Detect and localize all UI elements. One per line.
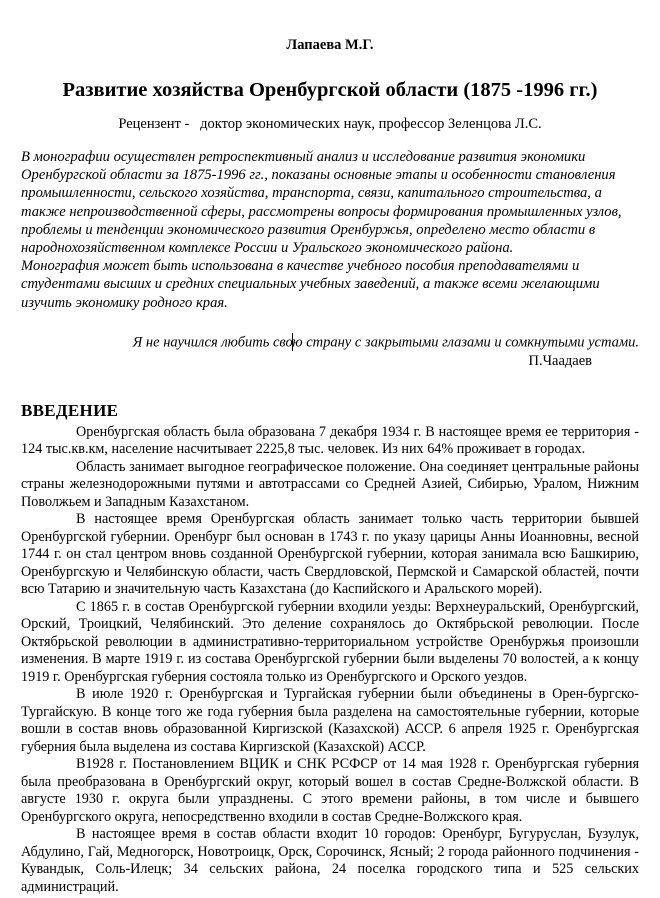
body-paragraph: Область занимает выгодное географическое положение. Она соединяет центральные районы страны железнодорожными путями и автотрассами со Средней Азией, Сибирью, Уралом, Нижним Поволжьем и Западным Казахстаном.: [21, 458, 639, 510]
body-paragraph: В1928 г. Постановлением ВЦИК и СНК РСФСР от 14 мая 1928 г. Оренбургская губерния была преобразована в Оренбургский округ, который вошел в состав Средне-Волжской области. В августе 1930 г. округа были упразднены. С этого времени районы, в том числе и бывшего Оренбургского округа, непосредственно входили в состав Средне-Волжского края.: [21, 756, 639, 825]
introduction-heading: ВВЕДЕНИЕ: [21, 400, 119, 420]
abstract-paragraph: Монография может быть использована в качестве учебного пособия преподавателями и студентами высших и средних специальных учебных заведений, а также всеми желающими изучить экономику родного края.: [21, 258, 600, 311]
body-paragraph: В настоящее время Оренбургская область занимает только часть территории бывшей Оренбургской губернии. Оренбург был основан в 1743 г. по указу царицы Анны Иоанновны, весной 1744 г. он стал центром вновь созданной Оренбургской губернии, которая занимала всю Башкирию, Оренбургскую и Челябинскую области, часть Свердловской, Пермской и Самарской областей, почти всю Татарию и значительную часть Казахстана (до Каспийского и Аральского морей).: [21, 511, 639, 598]
epigraph-author: П.Чаадаев: [528, 352, 592, 369]
epigraph-text-left: Я не научился любить сво: [132, 334, 293, 351]
reviewer-line: Рецензент - доктор экономических наук, профессор Зеленцова Л.С.: [118, 116, 542, 132]
document-title: Развитие хозяйства Оренбургской области (1875 -1996 гг.): [62, 79, 598, 101]
cursor-artifact: [292, 333, 293, 351]
body-paragraph: Оренбургская область была образована 7 декабря 1934 г. В настоящее время ее территория - 124 тыс.кв.км, население насчитывает 2225,8 тыс. человек. Из них 64% проживает в городах.: [21, 423, 639, 458]
abstract-paragraph: В монографии осуществлен ретроспективный анализ и исследование развития экономики Оренбургской области за 1875-1996 гг., показаны основные этапы и особенности становления промышленности, сельского хозяйства, транспорта, связи, капитального строительства, а также непроизводственной сферы, рассмотрены вопросы формирования промышленных узлов, проблемы и тенденции экономического развития Оренбуржья, определено место области в народнохозяйственном комплексе России и Уральского экономического района.: [21, 149, 622, 257]
introduction-body: [21, 424, 639, 897]
body-paragraph: С 1865 г. в состав Оренбургской губернии входили уезды: Верхнеуральский, Оренбургский, Орский, Троицкий, Челябинский. Это деление сохранялось до Октябрьской революции. После Октябрьской революции в административно-территориальном устройстве Оренбуржья произошли изменения. В марте 1919 г. из состава Оренбургской губернии были выделены 70 волостей, а к концу 1919 г. Оренбургская губерния состояла только из Оренбургского и Орского уездов.: [21, 598, 639, 685]
epigraph-block: [21, 334, 639, 370]
document-author: Лапаева М.Г.: [286, 37, 374, 53]
body-paragraph: В июле 1920 г. Оренбургская и Тургайская губернии были объединены в Орен-бургско-Тургайскую. В конце того же года губерния была разделена на самостоятельные губернии, которые вошли в состав вновь образованной Киргизской (Казахской) АССР. 6 апреля 1925 г. Оренбургская губерния была выделена из состава Киргизской (Казахской) АССР.: [21, 686, 639, 755]
epigraph-quote: [21, 334, 639, 352]
body-paragraph: В настоящее время в состав области входит 10 городов: Оренбург, Бугуруслан, Бузулук, Абдулино, Гай, Медногорск, Новотроицк, Орск, Сорочинск, Ясный; 2 города районного подчинения - Кувандык, Соль-Илецк; 34 сельских района, 24 поселка городского типа и 525 сельских администраций.: [21, 826, 639, 895]
abstract-block: [21, 148, 639, 312]
epigraph-text-right: ю страну с закрытыми глазами и сомкнутыми устами.: [292, 334, 639, 351]
